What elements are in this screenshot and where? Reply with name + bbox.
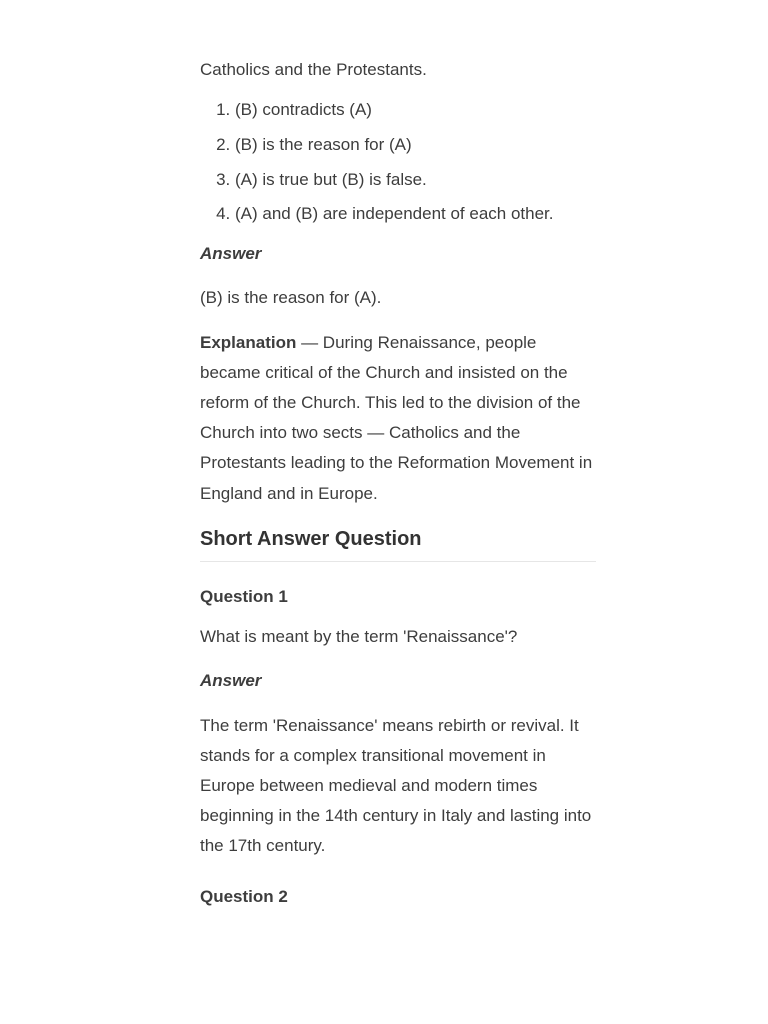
explanation-label: Explanation xyxy=(200,332,297,352)
article-content xyxy=(200,0,596,912)
question-1-answer-text: The term 'Renaissance' means rebirth or revival. It stands for a complex transitional movement in Europe between medieval and modern times beginning in the 14th century in Italy and lasting into the 17th century. xyxy=(200,715,592,856)
answer-text: (B) is the reason for (A). xyxy=(200,288,382,308)
question-1-label: Question 1 xyxy=(200,586,288,606)
options-list xyxy=(200,99,596,225)
question-1-answer-heading: Answer xyxy=(200,671,262,691)
answer-heading: Answer xyxy=(200,244,262,264)
option-1: 1. (B) contradicts (A) xyxy=(235,99,596,121)
option-2: 2. (B) is the reason for (A) xyxy=(235,134,596,156)
question-1-text: What is meant by the term 'Renaissance'? xyxy=(200,627,518,647)
option-4: 4. (A) and (B) are independent of each other. xyxy=(235,203,596,225)
section-title: Short Answer Question xyxy=(200,523,596,562)
question-2-label: Question 2 xyxy=(200,886,288,906)
option-3: 3. (A) is true but (B) is false. xyxy=(235,169,596,191)
intro-fragment: Catholics and the Protestants. xyxy=(200,60,427,79)
explanation-text: — During Renaissance, people became critical of the Church and insisted on the reform of the Church. This led to the division of the Church into two sects — Catholics and the Protestants leading to the Reformation Movement in England and in Europe. xyxy=(200,332,593,503)
explanation-paragraph xyxy=(200,328,596,509)
